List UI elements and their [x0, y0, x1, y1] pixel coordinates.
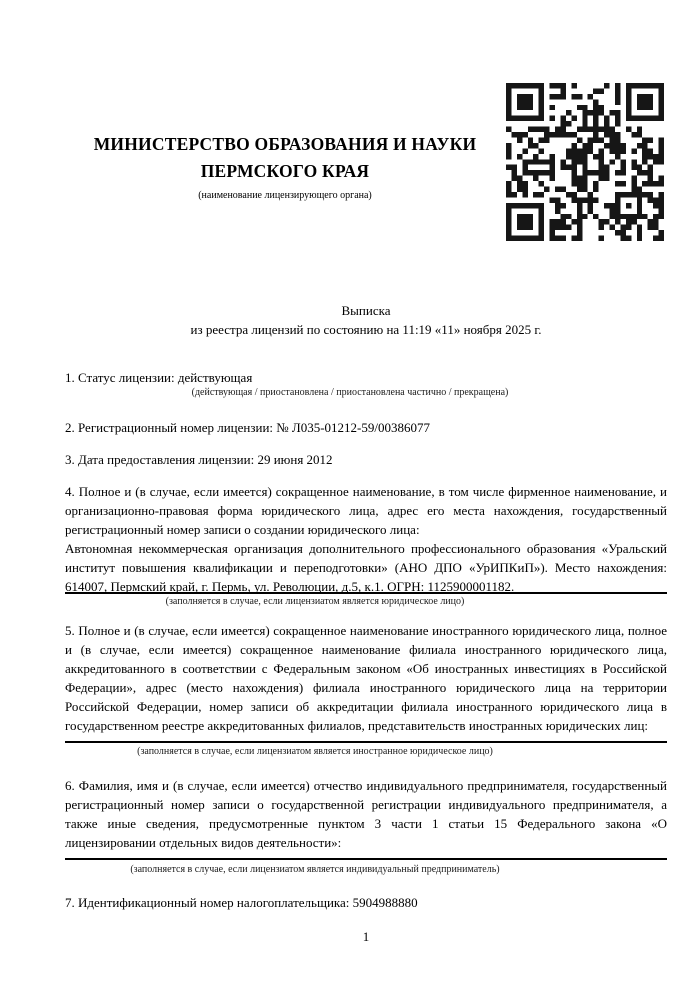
legal-entity-label: 4. Полное и (в случае, если имеется) сокращенное наименование, в том числе фирменное наименование, и организационно-правовая форма юридического лица, адрес его места нахождения, государственный регистрационный номер записи о создании юридического лица: — [65, 484, 667, 537]
legal-entity-caption: (заполняется в случае, если лицензиатом является юридическое лицо) — [165, 596, 465, 607]
taxpayer-inn: 7. Идентификационный номер налогоплательщика: 5904988880 — [65, 895, 418, 910]
foreign-entity-label: 5. Полное и (в случае, если имеется) сокращенное наименование иностранного юридического лица, полное и (в случае, если имеется) сокращенное наименование филиала иностранного юридического лица, аккредитованного в соответствии с Федеральным законом «Об иностранных инвестициях в Российской Федерации», адрес (место нахождения) филиала иностранного юридического лица на территории Российской Федерации, номер записи об аккредитации филиала иностранного юридического лица в государственном реестре аккредитованных филиалов, представительств иностранных юридических лиц: — [65, 623, 667, 733]
document-title — [65, 301, 667, 339]
entrepreneur-underline — [65, 858, 667, 860]
foreign-entity-section — [65, 621, 667, 735]
license-status: 1. Статус лицензии: действующая — [65, 370, 253, 385]
license-grant-date: 3. Дата предоставления лицензии: 29 июня 2012 — [65, 452, 333, 467]
foreign-entity-underline — [65, 741, 667, 743]
title-line2: из реестра лицензий по состоянию на 11:19 «11» ноября 2025 г. — [190, 322, 542, 337]
authority-name-line1: МИНИСТЕРСТВО ОБРАЗОВАНИЯ И НАУКИ — [93, 134, 477, 154]
title-line1: Выписка — [341, 303, 391, 318]
foreign-entity-caption: (заполняется в случае, если лицензиатом является иностранное юридическое лицо) — [137, 746, 493, 757]
legal-entity-section — [65, 482, 667, 596]
legal-entity-underline — [65, 592, 667, 594]
authority-caption: (наименование лицензирующего органа) — [198, 190, 372, 201]
licensing-authority-header — [65, 131, 505, 202]
legal-entity-value: Автономная некоммерческая организация дополнительного профессионального образования «Уральский институт повышения квалификации и переподготовки» (АНО ДПО «УрИПКиП»). Место нахождения: 614007, Пермский край, г. Пермь, ул. Революции, д.5, к.1. ОГРН: 1125900001182. — [65, 541, 667, 594]
entrepreneur-section — [65, 776, 667, 852]
page-number: 1 — [362, 929, 370, 944]
entrepreneur-caption: (заполняется в случае, если лицензиатом является индивидуальный предприниматель) — [130, 864, 500, 875]
license-status-caption: (действующая / приостановлена / приостановлена частично / прекращена) — [191, 387, 509, 398]
license-reg-number: 2. Регистрационный номер лицензии: № Л035-01212-59/00386077 — [65, 420, 431, 435]
entrepreneur-label: 6. Фамилия, имя и (в случае, если имеется) отчество индивидуального предпринимателя, государственный регистрационный номер записи о государственной регистрации индивидуального предпринимателя, а также иные сведения, предусмотренные пунктом 3 части 1 статьи 15 Федерального закона «О лицензировании отдельных видов деятельности»: — [65, 778, 667, 850]
qr-code-icon — [506, 83, 664, 241]
authority-name-line2: ПЕРМСКОГО КРАЯ — [200, 161, 370, 181]
